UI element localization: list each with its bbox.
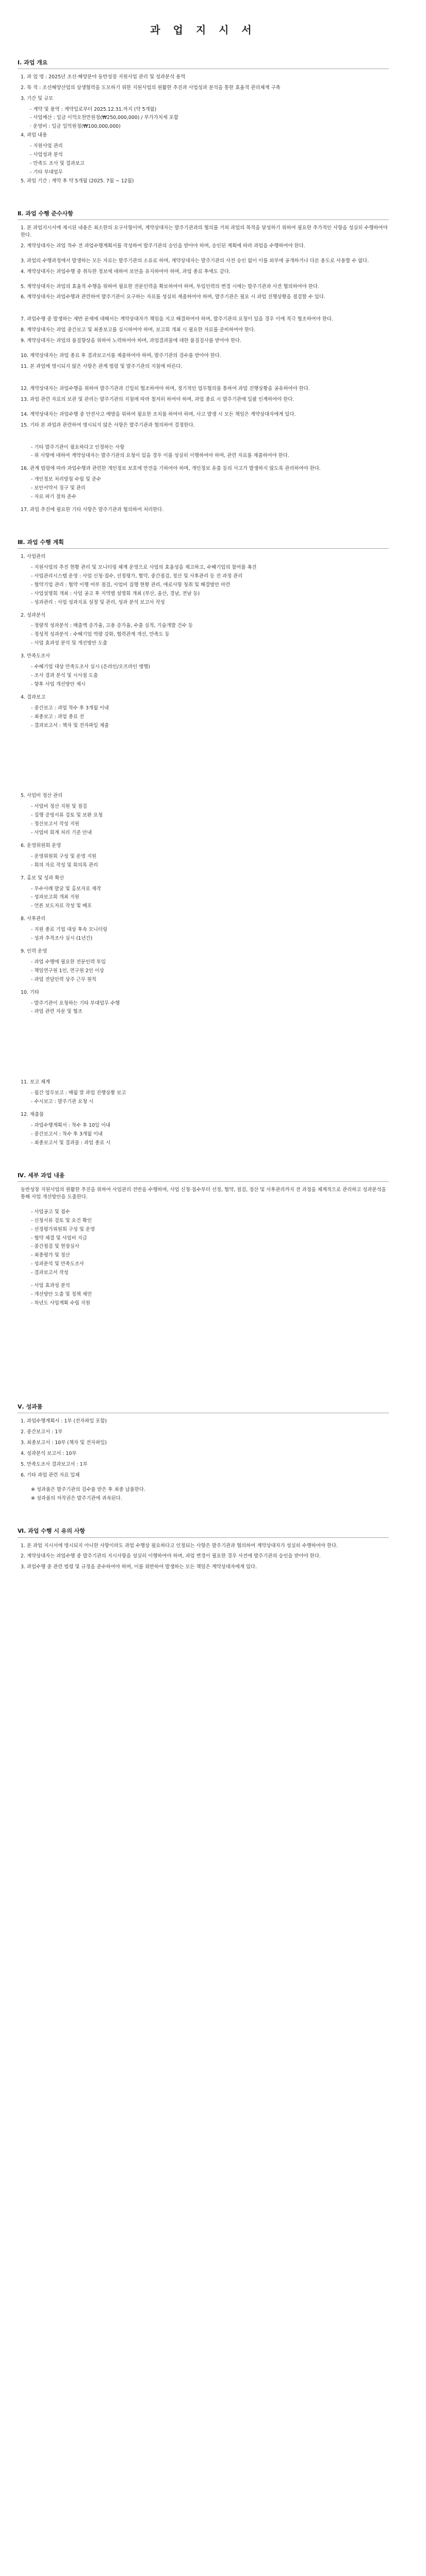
compliance-para: 17. 과업 추진에 필요한 기타 사항은 발주기관과 협의하여 처리한다.: [21, 506, 164, 513]
compliance-para: 9. 계약상대자는 과업의 품질향상을 위하여 노력하여야 하며, 과업결과물에 대한 품질검사를 받아야 한다.: [21, 338, 242, 344]
overview-item: [21, 95, 389, 103]
details-intro: 동반성장 지원사업의 원활한 추진을 위하여 사업관리 전반을 수행하며, 사업 신청·접수부터 선정, 협약, 점검, 정산 및 사후관리까지 전 과정을 체계적으로 관리하고 성과분석을 통해 사업 개선방안을 도출한다.: [21, 1187, 386, 1200]
item-line: - 기타 부대업무: [30, 169, 63, 175]
section-heading: Ⅵ. 과업 수행 시 유의 사항: [18, 1527, 389, 1537]
deliverable-line: 4. 성과분석 보고서 : 10부: [21, 1450, 77, 1456]
plan-line: - 집행 증빙서류 검토 및 보완 요청: [31, 812, 103, 819]
compliance-line: - 개인정보 처리방침 수립 및 준수: [31, 477, 102, 483]
section-heading: Ⅴ. 성과품: [18, 1403, 389, 1413]
details-line: - 사업공고 및 접수: [31, 1209, 70, 1215]
compliance-para: 8. 계약상대자는 과업 중간보고 및 최종보고를 실시하여야 하며, 보고회 개최 시 필요한 자료를 준비하여야 한다.: [21, 327, 256, 333]
section-deliverables: [18, 1403, 389, 1503]
plan-line: - 최종보고서 및 결과물 : 과업 종료 시: [31, 1140, 111, 1146]
plan-line: - 조사 결과 분석 및 시사점 도출: [31, 672, 98, 679]
plan-line: - 지원사업의 추진 현황 관리 및 모니터링 체계 운영으로 사업의 효율성을 제고하고, 수혜기업의 참여를 촉진: [31, 565, 257, 571]
details-line: - 신청서류 검토 및 요건 확인: [31, 1217, 92, 1224]
section-compliance: [18, 210, 389, 514]
plan-line: - 사업비 회계 처리 기준 안내: [31, 830, 92, 836]
plan-line: - 수혜기업 대상 만족도조사 실시 (온라인/오프라인 병행): [31, 664, 150, 670]
plan-block-head: 8. 사후관리: [21, 916, 46, 922]
caution-para: 1. 본 과업 지시서에 명시되지 아니한 사항이라도 과업 수행상 필요하다고 인정되는 사항은 발주기관과 협의하여 계약상대자가 성실히 수행하여야 한다.: [21, 1543, 338, 1549]
caution-para: 3. 과업수행 중 관련 법령 및 규정을 준수하여야 하며, 이를 위반하여 발생하는 모든 책임은 계약상대자에게 있다.: [21, 1564, 257, 1570]
caution-para: 2. 계약상대자는 과업수행 중 발주기관의 지시사항을 성실히 이행하여야 하며, 과업 변경이 필요한 경우 사전에 발주기관의 승인을 받아야 한다.: [21, 1553, 321, 1560]
compliance-para: 4. 계약상대자는 과업수행 중 취득한 정보에 대하여 보안을 유지하여야 하며, 과업 종료 후에도 같다.: [21, 268, 231, 275]
plan-block-head: 4. 결과보고: [21, 694, 46, 700]
item-num: 1.: [21, 74, 25, 80]
section-heading: Ⅲ. 과업 수행 계획: [18, 538, 389, 549]
plan-line: - 사업 효과성 분석 및 개선방안 도출: [31, 640, 108, 647]
compliance-line: - 보안서약서 징구 및 관리: [31, 485, 86, 492]
plan-block-head: 7. 홍보 및 성과 확산: [21, 875, 64, 881]
item-label: 과업 내용: [26, 132, 47, 139]
compliance-para: 14. 계약상대자는 과업수행 중 안전사고 예방을 위하여 필요한 조치를 하여야 하며, 사고 발생 시 모든 책임은 계약상대자에게 있다.: [21, 411, 296, 417]
plan-line: - 지원 종료 기업 대상 후속 모니터링: [31, 927, 108, 933]
deliverable-note: ※ 성과품의 저작권은 발주기관에 귀속된다.: [31, 1496, 122, 1502]
plan-line: - 운영위원회 구성 및 운영 지원: [31, 853, 96, 859]
section-heading: Ⅳ. 세부 과업 내용: [18, 1172, 389, 1182]
plan-line: - 정산보고서 작성 지원: [31, 821, 79, 827]
section-details: [18, 1172, 389, 1307]
plan-block-head: 10. 기타: [21, 989, 40, 995]
plan-line: - 책임연구원 1인, 연구원 2인 이상: [31, 968, 104, 974]
plan-block-head: 3. 만족도조사: [21, 653, 51, 659]
item-text: 과업 기간 : 계약 후 약 5개월 (2025. 7월 ~ 12월): [26, 178, 134, 184]
document-title: 과 업 지 시 서: [150, 24, 256, 36]
section-overview: [18, 59, 389, 185]
details-line: - 성과분석 및 만족도조사: [31, 1261, 84, 1267]
compliance-para: 16. 관계 법령에 따라 과업수행과 관련한 개인정보 보호에 만전을 기하여야 하며, 개인정보 유출 등의 사고가 발생하지 않도록 관리하여야 한다.: [21, 466, 321, 472]
plan-line: - 월간 업무보고 : 매월 말 과업 진행상황 보고: [31, 1090, 126, 1096]
item-line: - 계약 및 용역 : 계약일로부터 2025.12.31.까지 (약 5개월): [30, 106, 157, 112]
deliverable-line: 2. 중간보고서 : 1부: [21, 1429, 63, 1435]
item-line: - 사업성과 분석: [30, 152, 63, 158]
deliverable-line: 6. 기타 과업 관련 자료 일체: [21, 1472, 80, 1478]
compliance-line: - 기타 발주기관이 필요하다고 인정하는 사항: [31, 444, 125, 450]
item-num: 2.: [21, 84, 25, 91]
item-text: 과 업 명 : 2025년 조선·해양분야 동반성장 지원사업 관리 및 성과분석 용역: [26, 74, 186, 80]
compliance-para: 10. 계약상대자는 과업 종료 후 결과보고서를 제출하여야 하며, 발주기관의 검수를 받아야 한다.: [21, 353, 221, 359]
plan-line: - 향후 사업 개선방안 제시: [31, 681, 86, 687]
details-line: - 중간점검 및 현장실사: [31, 1244, 79, 1250]
item-line: · 운영비 : 일금 일억원정(₩100,000,000): [30, 124, 121, 130]
item-line: - 만족도 조사 및 결과보고: [30, 161, 85, 167]
item-text: 목 적 : 조선해양산업의 상생협력을 도모하기 위한 지원사업의 원활한 추진과 사업성과 분석을 통한 효율적 관리체계 구축: [26, 84, 281, 91]
plan-line: - 정성적 성과분석 : 수혜기업 역량 강화, 협력관계 개선, 만족도 등: [31, 632, 170, 638]
plan-line: - 수시보고 : 발주기관 요청 시: [31, 1099, 94, 1105]
plan-line: - 협약기업 관리 : 협약 이행 여부 점검, 사업비 집행 현황 관리, 애로사항 청취 및 해결방안 마련: [31, 582, 231, 588]
plan-block-head: 5. 사업비 정산 관리: [21, 793, 63, 799]
compliance-para: 7. 과업수행 중 발생하는 제반 문제에 대해서는 계약상대자가 책임을 지고 해결하여야 하며, 발주기관의 요청이 있을 경우 이에 적극 협조하여야 한다.: [21, 316, 333, 323]
section-plan: [18, 538, 389, 1147]
item-num: 4.: [21, 132, 25, 139]
compliance-para: 11. 본 과업에 명시되지 않은 사항은 관계 법령 및 발주기관의 지침에 따른다.: [21, 363, 183, 369]
overview-item: [21, 178, 389, 185]
plan-line: - 우수사례 발굴 및 홍보자료 제작: [31, 886, 102, 892]
details-line: - 선정평가위원회 구성 및 운영: [31, 1226, 95, 1232]
compliance-para: 12. 계약상대자는 과업수행을 위하여 발주기관과 긴밀히 협조하여야 하며, 정기적인 업무협의를 통하여 과업 진행상황을 공유하여야 한다.: [21, 385, 310, 392]
plan-line: - 사업관리시스템 운영 : 사업 신청·접수, 선정평가, 협약, 중간점검, 정산 및 사후관리 등 전 과정 관리: [31, 573, 243, 579]
item-line: - 지원사업 관리: [30, 143, 63, 149]
overview-item: [21, 84, 389, 92]
plan-line: - 발주기관이 요청하는 기타 부대업무 수행: [31, 1000, 120, 1006]
plan-line: - 사업설명회 개최 : 사업 공고 후 지역별 설명회 개최 (부산, 울산, 경남, 전남 등): [31, 590, 200, 597]
deliverable-line: 1. 과업수행계획서 : 1부 (전자파일 포함): [21, 1418, 107, 1425]
plan-line: - 결과보고서 : 책자 및 전자파일 제출: [31, 722, 109, 728]
compliance-line: - 자료 파기 절차 준수: [31, 494, 76, 500]
compliance-para: 13. 과업 관련 자료의 보관 및 관리는 발주기관의 지침에 따라 철저히 하여야 하며, 과업 종료 시 발주기관에 일괄 인계하여야 한다.: [21, 396, 294, 402]
plan-line: - 회의 자료 작성 및 회의록 관리: [31, 862, 98, 868]
compliance-para: 5. 계약상대자는 과업의 효율적 수행을 위하여 필요한 전문인력을 확보하여야 하며, 투입인력의 변경 시에는 발주기관과 사전 협의하여야 한다.: [21, 283, 319, 290]
details-line: - 개선방안 도출 및 정책 제언: [31, 1291, 92, 1297]
details-line: - 사업 효과성 분석: [31, 1283, 70, 1289]
details-line: - 차년도 사업계획 수립 지원: [31, 1300, 90, 1306]
item-num: 3.: [21, 95, 25, 101]
item-num: 5.: [21, 178, 25, 184]
deliverable-line: 3. 최종보고서 : 10부 (책자 및 전자파일): [21, 1439, 107, 1446]
plan-block-head: 2. 성과분석: [21, 612, 46, 618]
overview-item: [21, 132, 389, 139]
plan-line: - 성과보고회 개최 지원: [31, 894, 79, 901]
item-line: - 사업예산 : 일금 이억오천만원정(₩250,000,000) / 부가가치세 포함: [30, 115, 178, 121]
details-line: - 최종평가 및 정산: [31, 1252, 70, 1259]
plan-line: - 과업수행계획서 : 착수 후 10일 이내: [31, 1122, 111, 1128]
section-heading: Ⅱ. 과업 수행 준수사항: [18, 210, 389, 220]
compliance-para: 1. 본 과업지시서에 제시된 내용은 최소한의 요구사항이며, 계약상대자는 발주기관과의 협의를 거쳐 과업의 목적을 달성하기 위하여 필요한 추가적인 사항을 성실히 수행하여야 한다.: [21, 225, 388, 238]
plan-line: - 중간보고 : 과업 착수 후 3개월 이내: [31, 705, 109, 711]
plan-line: - 성과 추적조사 실시 (1년간): [31, 936, 93, 942]
overview-item: [21, 74, 389, 81]
deliverable-line: 5. 만족도조사 결과보고서 : 1부: [21, 1461, 88, 1467]
plan-line: - 과업 관련 자문 및 협조: [31, 1009, 83, 1015]
section-cautions: [18, 1527, 389, 1571]
plan-line: - 언론 보도자료 작성 및 배포: [31, 903, 92, 909]
plan-block-head: 9. 인력 운영: [21, 948, 47, 955]
compliance-para: 6. 계약상대자는 과업수행과 관련하여 발주기관이 요구하는 자료를 성실히 제출하여야 하며, 발주기관은 필요 시 과업 진행상황을 점검할 수 있다.: [21, 294, 325, 300]
compliance-para: 2. 계약상대자는 과업 착수 전 과업수행계획서를 작성하여 발주기관의 승인을 받아야 하며, 승인된 계획에 따라 과업을 수행하여야 한다.: [21, 243, 305, 249]
plan-line: - 사업비 정산 지원 및 점검: [31, 804, 87, 810]
plan-line: - 최종보고 : 과업 종료 전: [31, 714, 84, 720]
plan-line: - 정량적 성과분석 : 매출액 증가율, 고용 증가율, 수출 실적, 기술개발 건수 등: [31, 623, 193, 629]
plan-block-head: 11. 보고 체계: [21, 1079, 51, 1086]
section-heading: Ⅰ. 과업 개요: [18, 59, 389, 69]
plan-block-head: 6. 운영위원회 운영: [21, 842, 61, 849]
compliance-para: 15. 기타 본 과업과 관련하여 명시되지 않은 사항은 발주기관과 협의하여 결정한다.: [21, 422, 195, 428]
plan-line: - 과업 수행에 필요한 전문인력 투입: [31, 959, 106, 965]
details-line: - 결과보고서 작성: [31, 1270, 69, 1276]
plan-block-head: 12. 제출물: [21, 1112, 44, 1118]
compliance-para: 3. 과업의 수행과정에서 발생하는 모든 자료는 발주기관의 소유로 하며, 계약상대자는 발주기관의 사전 승인 없이 이를 외부에 공개하거나 다른 용도로 사용할 수 없다.: [21, 258, 369, 264]
plan-block-head: 1. 사업관리: [21, 554, 46, 560]
plan-line: - 과업 전담인력 상주 근무 원칙: [31, 976, 96, 982]
item-label: 기간 및 규모: [26, 95, 54, 101]
plan-line: - 성과관리 : 사업 성과지표 설정 및 관리, 성과 분석 보고서 작성: [31, 599, 165, 605]
deliverable-note: ※ 성과품은 발주기관의 검수를 받은 후 최종 납품한다.: [31, 1487, 145, 1493]
plan-line: - 중간보고서 : 착수 후 3개월 이내: [31, 1131, 103, 1137]
compliance-line: - 위 사항에 대하여 계약상대자는 발주기관의 요청이 있을 경우 이를 성실히 이행하여야 하며, 관련 자료를 제출하여야 한다.: [31, 453, 289, 459]
details-line: - 협약 체결 및 사업비 지급: [31, 1235, 87, 1241]
